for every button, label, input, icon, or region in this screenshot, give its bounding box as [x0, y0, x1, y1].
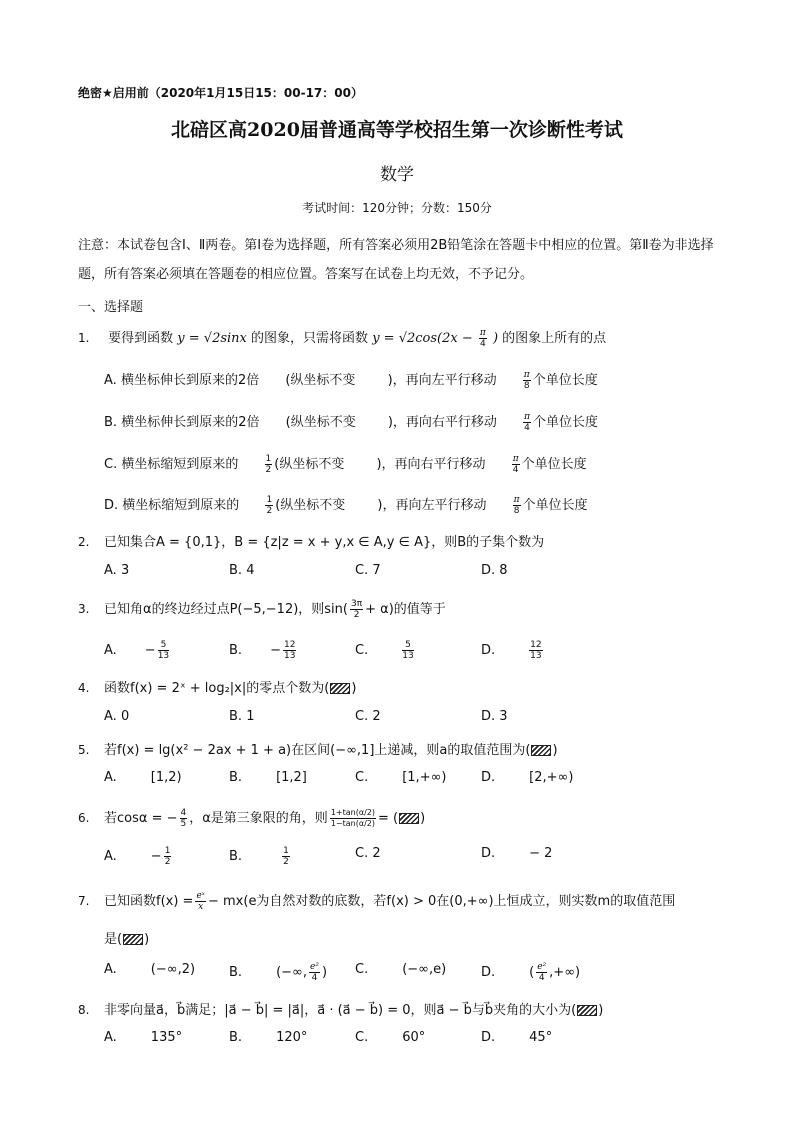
fraction-numerator: 5: [158, 640, 169, 651]
fraction-denominator: 8: [513, 506, 520, 516]
option-label: C.: [355, 962, 369, 977]
question-1-option-a: [104, 369, 598, 391]
option-text: 横坐标伸长到原来的2倍: [120, 373, 260, 388]
question-4-option-c: [355, 709, 381, 724]
question-2-option-a: [104, 563, 129, 578]
option-label: A.: [104, 770, 117, 785]
option-label: C.: [355, 770, 369, 785]
question-8-stem: [78, 999, 603, 1018]
option-label: D.: [481, 770, 496, 785]
option-value: 3: [120, 563, 130, 578]
question-1-stem: [78, 327, 606, 349]
option-label: A.: [104, 373, 117, 388]
fraction-denominator: 4: [311, 973, 318, 983]
question-3-option-c: [355, 640, 416, 661]
answer-blank: [330, 683, 350, 694]
question-2-option-d: [481, 563, 508, 578]
question-6-stem: [78, 807, 425, 829]
option-label: B.: [229, 770, 243, 785]
question-4-stem: [78, 677, 356, 696]
fraction: [479, 328, 487, 349]
question-number: 8.: [78, 1003, 90, 1017]
question-8-option-d: [481, 1030, 552, 1045]
option-label: D.: [481, 1030, 496, 1045]
option-text: 横坐标缩短到原来的: [122, 498, 240, 513]
option-value: [1,+∞): [402, 770, 447, 785]
option-label: D.: [481, 709, 496, 724]
option-value: 8: [499, 563, 508, 578]
option-value: 2: [372, 709, 381, 724]
question-1-option-b: [104, 411, 598, 433]
question-7-option-d: [481, 962, 580, 983]
option-value: 0: [120, 709, 130, 724]
fraction-numerator: π: [523, 370, 530, 380]
question-5-stem: [78, 739, 558, 758]
option-value: 135°: [150, 1030, 183, 1045]
option-label: B.: [229, 849, 243, 864]
stem-text: + α)的值等于: [365, 602, 446, 617]
option-text: )，再向右平行移动: [376, 457, 486, 472]
question-number: 3.: [78, 602, 90, 616]
stem-text: 的图象上所有的点: [502, 331, 607, 346]
stem-text: 函数f(x) = 2ˣ + log₂|x|的零点个数为(: [104, 681, 330, 696]
fraction-numerator: 1: [265, 454, 272, 464]
question-8-option-c: [355, 1030, 425, 1045]
option-value: 2: [372, 846, 381, 861]
question-number: 2.: [78, 535, 90, 549]
question-7-stem: [78, 890, 675, 912]
fraction-denominator: 8: [523, 381, 530, 391]
fraction-denominator: 13: [283, 651, 296, 661]
fraction-numerator: 1: [283, 846, 289, 856]
question-1-option-c: [104, 453, 587, 475]
stem-text: ): [144, 932, 150, 947]
fraction-numerator: π: [513, 495, 520, 505]
fraction-numerator: 1+tan(α/2): [330, 808, 376, 817]
option-value: [2,+∞): [529, 770, 574, 785]
question-number: 7.: [78, 894, 90, 908]
stem-text: 已知函数f(x) =: [104, 894, 194, 909]
stem-text: 已知集合A = {0,1}，B = {z|z = x + y,x ∈ A,y ∈ A}，则B的子集个数为: [104, 535, 545, 550]
option-text: 个单位长度: [532, 415, 598, 430]
answer-blank: [399, 813, 419, 824]
option-label: A.: [104, 709, 117, 724]
section-heading: 一、选择题: [78, 300, 144, 315]
option-text: 个单位长度: [532, 373, 598, 388]
option-label: B.: [229, 643, 243, 658]
question-8-option-b: [229, 1030, 307, 1045]
fraction-numerator: π: [479, 328, 486, 338]
option-label: A.: [104, 962, 117, 977]
fraction-denominator: 4: [538, 973, 545, 983]
option-value: 4: [246, 563, 255, 578]
option-label: C.: [355, 563, 369, 578]
fraction-denominator: 13: [402, 651, 414, 661]
fraction: [402, 640, 413, 661]
option-text: 个单位长度: [522, 498, 588, 513]
stem-text: ): [351, 681, 357, 696]
fraction-denominator: 2: [353, 610, 360, 620]
fraction-denominator: 5: [180, 819, 187, 829]
option-value: (−∞,e): [402, 962, 447, 977]
question-6-option-a: [104, 846, 173, 867]
fraction-numerator: e²: [537, 962, 547, 972]
fraction-denominator: x: [198, 902, 204, 912]
option-text: )，再向左平行移动: [377, 498, 487, 513]
option-value: 1: [246, 709, 255, 724]
math-expression: y = √2cos(2x −: [372, 331, 473, 346]
option-sign: −: [270, 643, 281, 658]
fraction: [513, 495, 521, 516]
question-4-option-a: [104, 709, 129, 724]
option-text: )，再向右平行移动: [387, 415, 497, 430]
fraction-numerator: 4: [180, 808, 187, 818]
question-7-stem-line2: [104, 928, 149, 947]
option-text: 个单位长度: [521, 457, 587, 472]
option-label: C.: [355, 709, 369, 724]
fraction-numerator: 1: [164, 846, 171, 856]
option-label: C.: [355, 1030, 369, 1045]
option-text: ): [321, 965, 328, 980]
option-text: (纵坐标不变: [285, 415, 356, 430]
answer-blank: [531, 745, 551, 756]
fraction: [164, 846, 172, 867]
question-5-option-d: [481, 770, 573, 785]
question-4-option-b: [229, 709, 254, 724]
fraction: [180, 808, 188, 829]
option-text: 横坐标伸长到原来的2倍: [121, 415, 260, 430]
math-expression: y = √2sinx: [177, 331, 247, 346]
option-label: B.: [229, 965, 243, 980]
question-4-option-d: [481, 709, 508, 724]
fraction-numerator: 5: [402, 640, 413, 651]
fraction: [309, 962, 320, 983]
stem-text: 要得到函数: [108, 331, 174, 346]
option-label: B.: [104, 415, 118, 430]
stem-text: 若f(x) = lg(x² − 2ax + 1 + a)在区间(−∞,1]上递减，则a的取值范围为(: [104, 743, 531, 758]
fraction-numerator: e²: [310, 962, 319, 972]
fraction-numerator: 3π: [350, 599, 363, 609]
option-text: (纵坐标不变: [274, 457, 345, 472]
option-sign: −: [150, 849, 162, 864]
option-sign: −: [144, 643, 156, 658]
option-label: A.: [104, 643, 117, 658]
fraction-denominator: 2: [283, 857, 289, 867]
stem-text: ，α是第三象限的角，则: [189, 811, 328, 826]
option-label: B.: [229, 709, 243, 724]
question-2-option-b: [229, 563, 254, 578]
fraction: [195, 891, 206, 912]
secret-header: 绝密★启用前（2020年1月15日15：00-17：00）: [78, 86, 363, 100]
stem-text: 的图象，只需将函数: [251, 331, 369, 346]
option-label: D.: [481, 643, 496, 658]
stem-text: 非零向量a⃗，b⃗满足；|a⃗ − b⃗| = |a⃗|，a⃗ · (a⃗ − b⃗) = 0，则a⃗ − b⃗与b⃗夹角的大小为(: [104, 1003, 577, 1018]
fraction-numerator: π: [512, 454, 519, 464]
fraction-numerator: 12: [530, 640, 542, 650]
question-3-option-a: [104, 640, 171, 661]
fraction: [523, 412, 531, 433]
option-text: (纵坐标不变: [285, 373, 356, 388]
fraction: [283, 640, 296, 661]
fraction-denominator: 13: [530, 651, 542, 661]
fraction-denominator: 4: [524, 423, 530, 433]
option-text: (纵坐标不变: [275, 498, 346, 513]
stem-text: 已知角α的终边经过点P(−5,−12)，则sin(: [104, 602, 348, 617]
option-value: 3: [499, 709, 508, 724]
stem-text: ): [552, 743, 558, 758]
fraction-denominator: 2: [265, 465, 272, 475]
question-2-option-c: [355, 563, 381, 578]
math-expression: ): [492, 331, 499, 346]
question-number: 1.: [78, 331, 90, 345]
option-label: C.: [355, 846, 369, 861]
fraction-denominator: 1−tan(α/2): [330, 819, 376, 828]
stem-text: ): [598, 1003, 604, 1018]
question-3-option-b: [229, 640, 298, 661]
stem-text: 若cosα = −: [104, 811, 178, 826]
question-3-stem: [78, 598, 446, 620]
fraction: [282, 846, 290, 867]
fraction: [265, 454, 273, 475]
question-8-option-a: [104, 1030, 182, 1045]
fraction-denominator: 4: [479, 339, 486, 349]
fraction: [512, 454, 520, 475]
option-label: C.: [104, 457, 118, 472]
fraction: [330, 808, 376, 829]
fraction-numerator: π: [524, 412, 530, 422]
option-label: D.: [481, 563, 496, 578]
question-number: 6.: [78, 811, 90, 825]
option-label: B.: [229, 563, 243, 578]
option-text: (: [529, 965, 535, 980]
fraction: [265, 495, 273, 516]
option-label: D.: [104, 498, 119, 513]
answer-blank: [123, 934, 143, 945]
fraction-numerator: eˣ: [196, 891, 205, 901]
option-text: (−∞,: [276, 965, 307, 980]
fraction: [536, 962, 547, 983]
option-value: 45°: [529, 1030, 553, 1045]
stem-text: − mx(e为自然对数的底数，若f(x) > 0在(0,+∞)上恒成立，则实数m的取值范围: [207, 894, 676, 909]
fraction: [529, 640, 542, 661]
option-label: C.: [355, 643, 369, 658]
option-label: A.: [104, 563, 117, 578]
fraction-numerator: 1: [266, 495, 273, 505]
fraction-denominator: 2: [164, 857, 171, 867]
option-label: D.: [481, 846, 496, 861]
option-label: A.: [104, 849, 117, 864]
question-5-option-c: [355, 770, 447, 785]
fraction-denominator: 4: [512, 465, 519, 475]
option-value: [1,2): [150, 770, 182, 785]
question-number: 5.: [78, 743, 90, 757]
option-value: − 2: [529, 846, 553, 861]
question-7-option-c: [355, 962, 446, 977]
question-2-stem: [78, 531, 544, 550]
notice-text: 注意：本试卷包含Ⅰ、Ⅱ两卷。第Ⅰ卷为选择题，所有答案必须用2B铅笔涂在答题卡中相应的位置。第Ⅱ卷为非选择题，所有答案必须填在答题卷的相应位置。答案写在试卷上均无效，不予记分。: [78, 238, 714, 282]
option-text: )，再向左平行移动: [387, 373, 497, 388]
option-value: 60°: [402, 1030, 426, 1045]
exam-time-info: 考试时间：120分钟；分数：150分: [302, 201, 492, 215]
option-value: 120°: [276, 1030, 308, 1045]
question-6-option-c: [355, 846, 381, 861]
stem-text: ): [420, 811, 426, 826]
option-value: [1,2]: [276, 770, 307, 785]
question-1-option-d: [104, 494, 588, 516]
option-label: B.: [229, 1030, 243, 1045]
question-3-option-d: [481, 640, 545, 661]
option-value: (−∞,2): [150, 962, 196, 977]
question-7-option-b: [229, 962, 327, 983]
fraction: [350, 599, 363, 620]
fraction: [523, 370, 531, 391]
option-label: A.: [104, 1030, 117, 1045]
stem-text: = (: [378, 811, 399, 826]
fraction: [158, 640, 169, 661]
option-value: 7: [372, 563, 381, 578]
fraction-denominator: 2: [266, 506, 273, 516]
question-number: 4.: [78, 681, 90, 695]
fraction-denominator: 13: [157, 651, 170, 661]
question-7-option-a: [104, 962, 195, 977]
question-6-option-d: [481, 846, 552, 861]
option-text: 横坐标缩短到原来的: [121, 457, 239, 472]
answer-blank: [577, 1005, 597, 1016]
question-5-option-b: [229, 770, 307, 785]
question-6-option-b: [229, 846, 292, 867]
question-5-option-a: [104, 770, 182, 785]
option-label: D.: [481, 965, 496, 980]
option-text: ,+∞): [549, 965, 581, 980]
subject-title: 数学: [380, 165, 414, 185]
fraction-numerator: 12: [283, 640, 296, 650]
stem-text: 是(: [104, 932, 123, 947]
exam-title: 北碚区高2020届普通高等学校招生第一次诊断性考试: [171, 119, 623, 141]
